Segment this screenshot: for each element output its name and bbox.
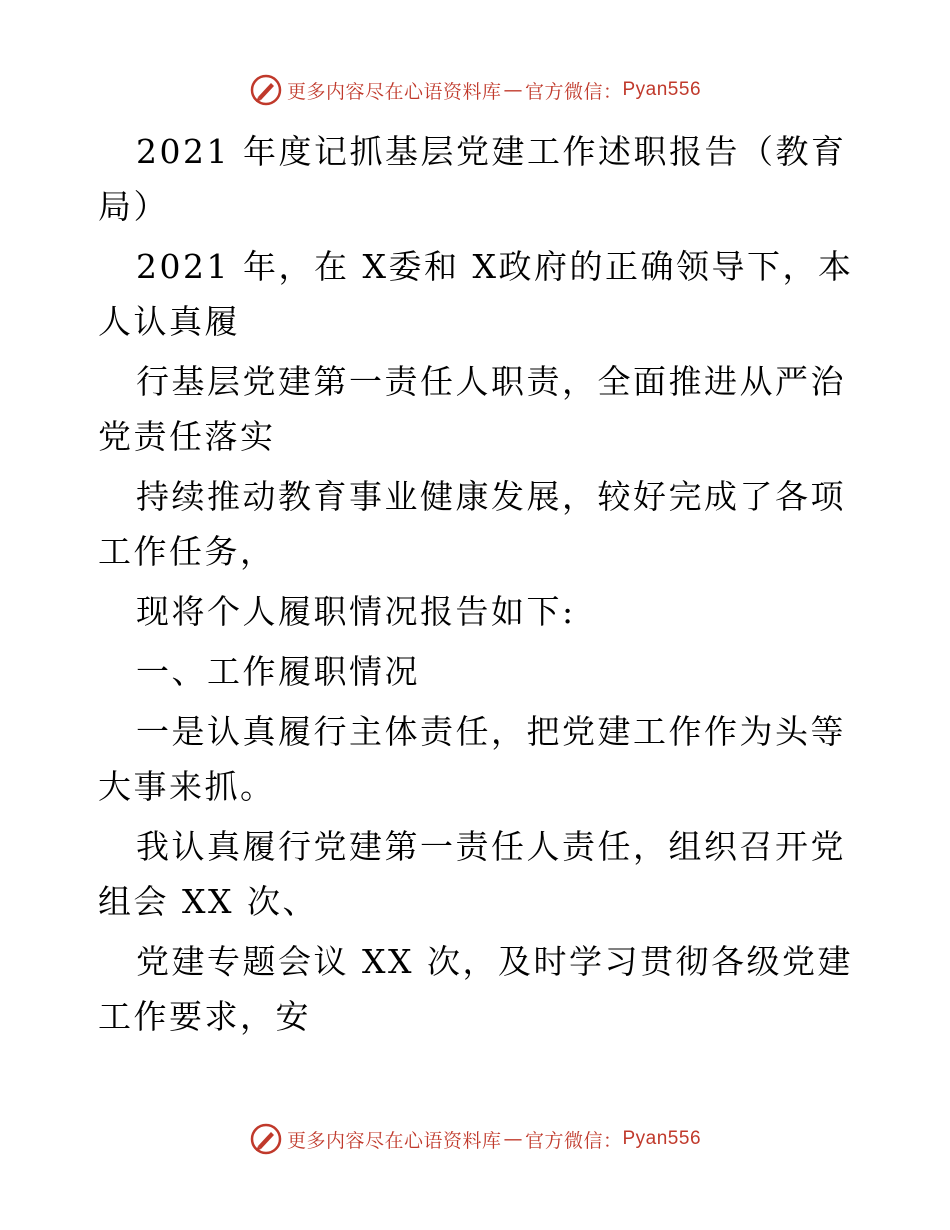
paragraph: 一是认真履行主体责任，把党建工作作为头等大事来抓。 [98, 712, 846, 806]
header-wechat-id: Pyan556 [622, 79, 702, 100]
document-body [98, 124, 858, 1049]
paragraph: 行基层党建第一责任人职责，全面推进从严治党责任落实 [98, 362, 846, 456]
pen-logo-icon [249, 73, 283, 107]
paragraph: 我认真履行党建第一责任人责任，组织召开党组会 XX 次、 [98, 827, 846, 921]
paragraph: 持续推动教育事业健康发展，较好完成了各项工作任务， [98, 477, 846, 571]
footer-wechat-label: 官方微信： [524, 1129, 623, 1152]
paragraph: 现将个人履职情况报告如下: [136, 592, 576, 631]
header-wechat-label: 官方微信： [524, 80, 623, 103]
header-site-text: 更多内容尽在心语资料库 [286, 80, 502, 103]
header-banner [0, 70, 950, 110]
paragraph: 党建专题会议 XX 次，及时学习贯彻各级党建工作要求，安 [98, 942, 853, 1036]
paragraph: 2021 年，在 X委和 X政府的正确领导下，本人认真履 [98, 247, 854, 341]
footer-separator: — [503, 1128, 523, 1150]
footer-banner [0, 1119, 950, 1159]
header-separator: — [503, 79, 523, 101]
section-heading: 一、工作履职情况 [136, 652, 420, 691]
footer-site-text: 更多内容尽在心语资料库 [286, 1129, 502, 1152]
footer-wechat-id: Pyan556 [622, 1128, 702, 1149]
document-title: 2021 年度记抓基层党建工作述职报告（教育局） [98, 132, 847, 226]
pen-logo-icon [249, 1122, 283, 1156]
